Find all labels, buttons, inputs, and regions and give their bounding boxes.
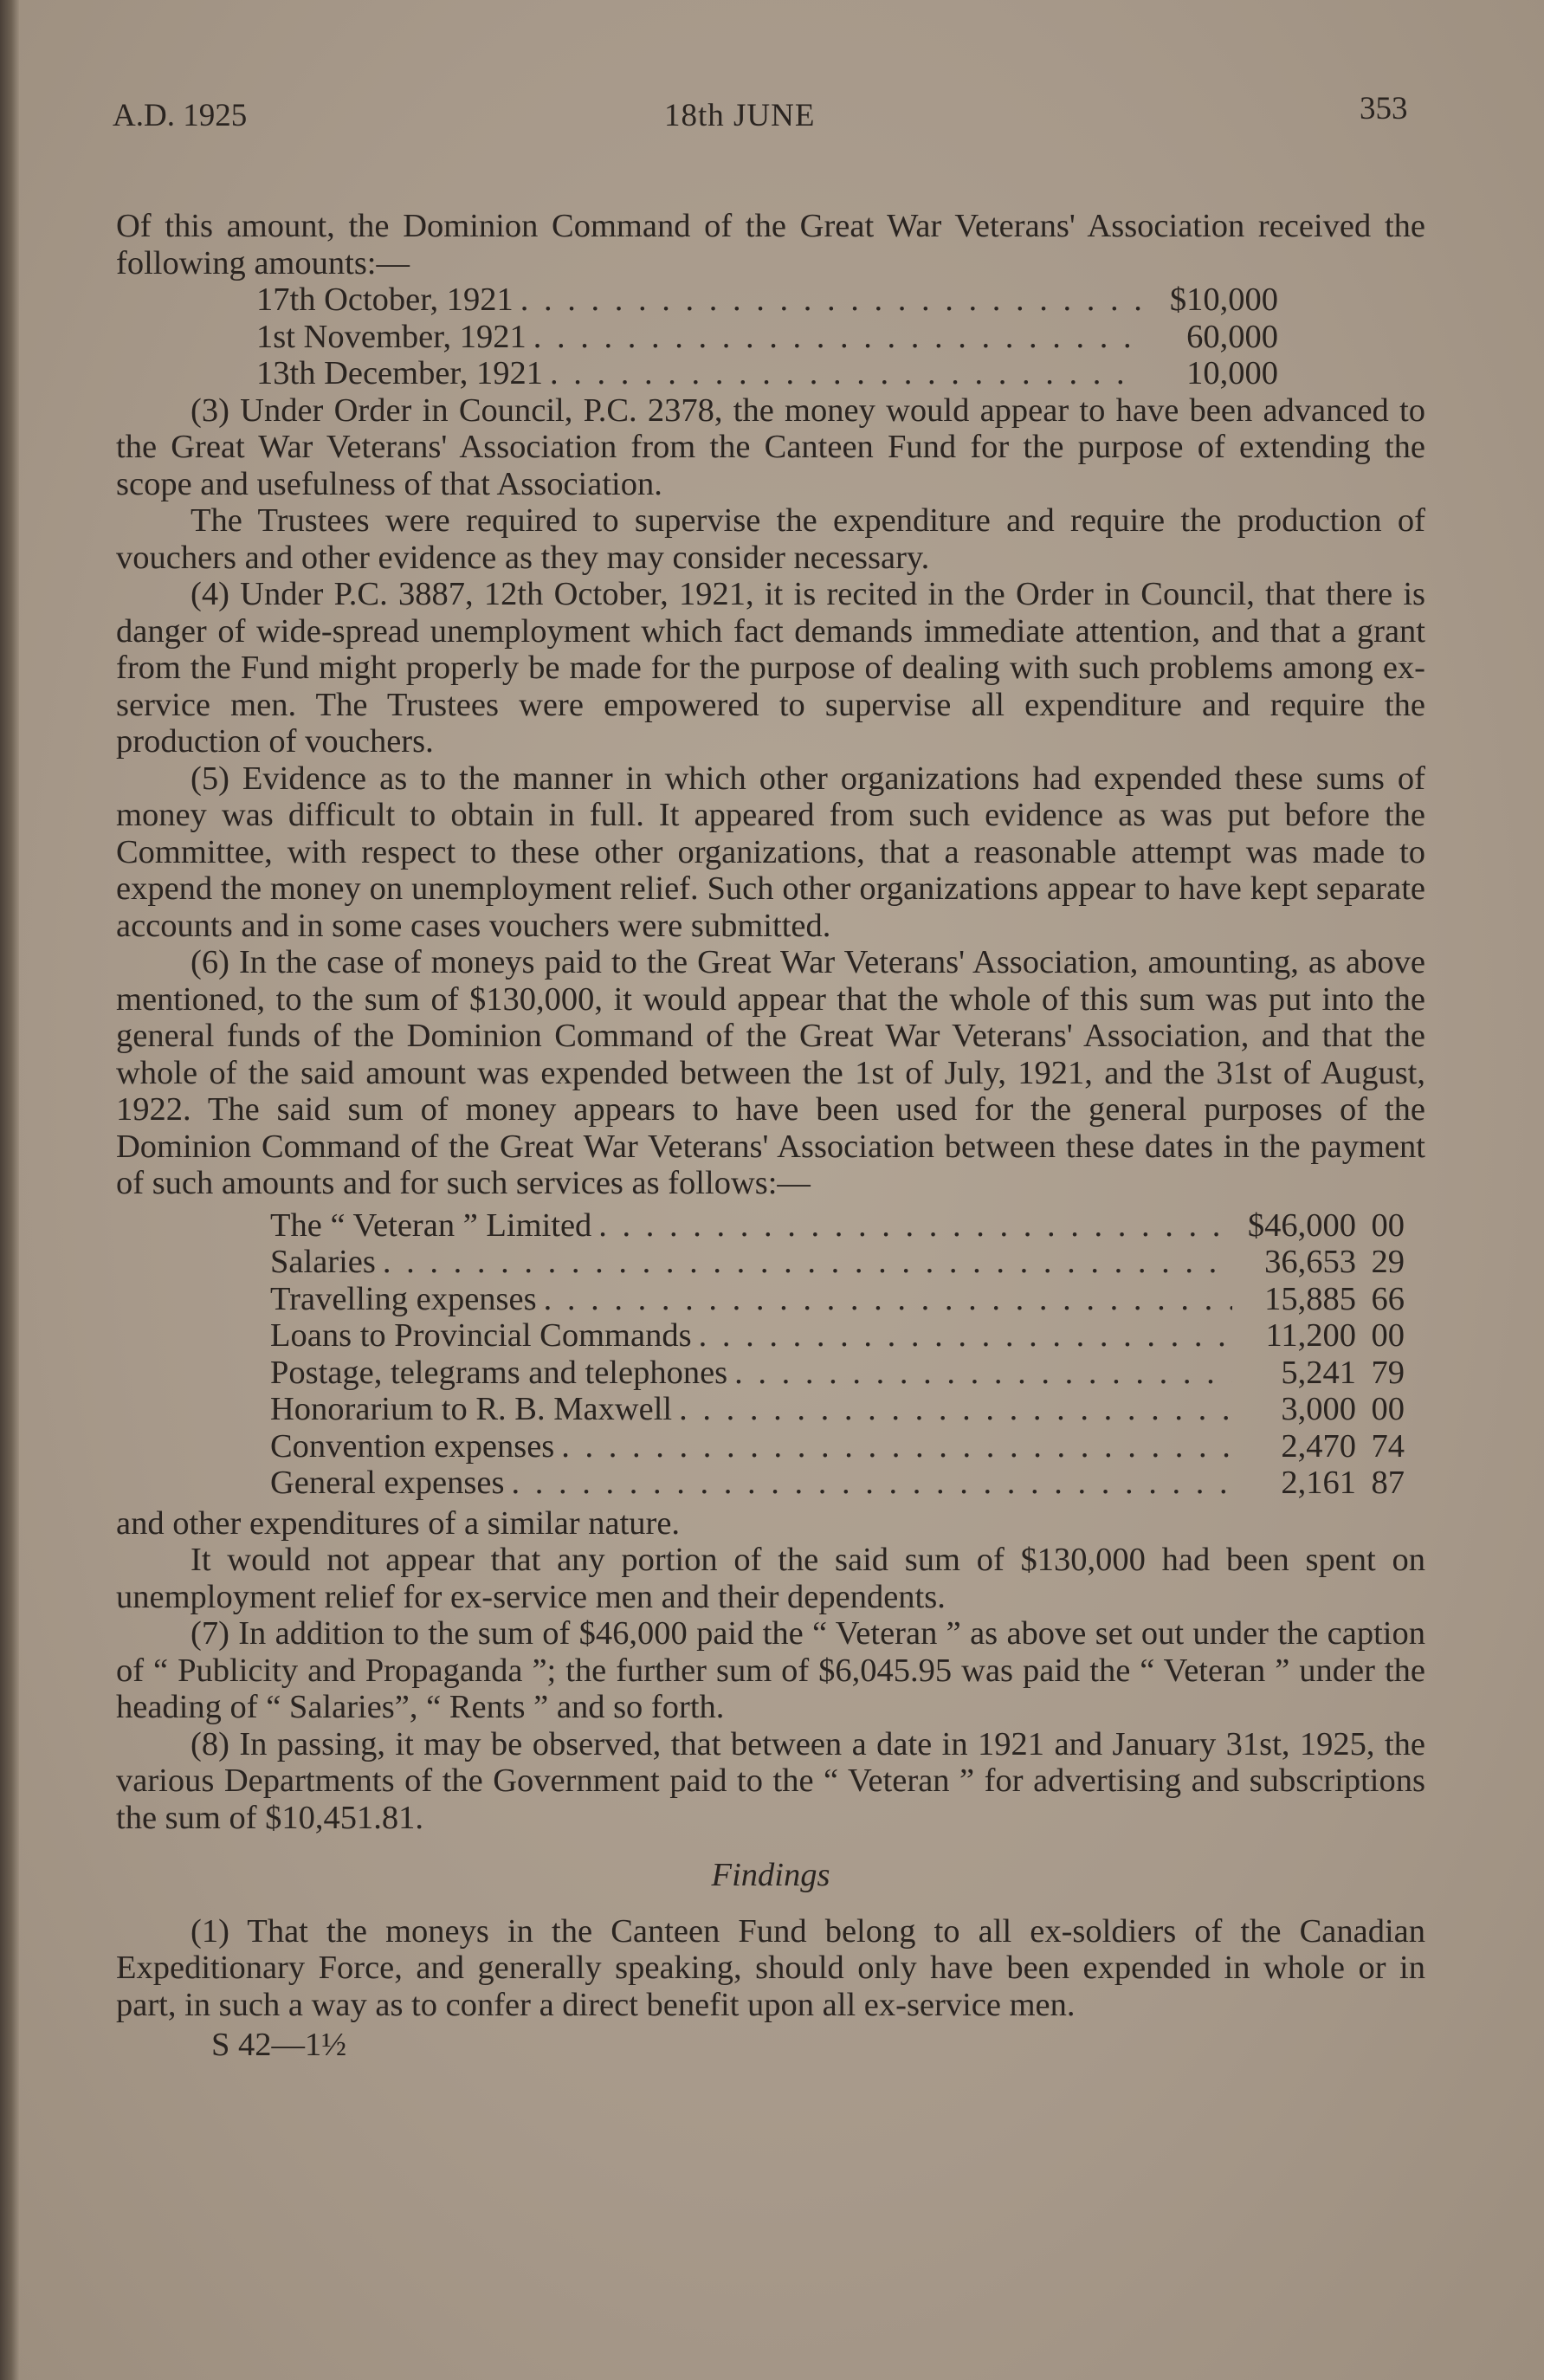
table-row <box>270 1355 1405 1392</box>
body-text <box>116 208 1425 2064</box>
paragraph: (3) Under Order in Council, P.C. 2378, the money would appear to have been advanced to the Great War Veterans' Association from the Canteen Fund for the purpose of extending the scope and usefulness of that Association. <box>116 391 1425 502</box>
row-label: 1st November, 1921 <box>256 318 527 355</box>
row-dollars: 36,653 <box>1264 1244 1356 1280</box>
findings-heading: Findings <box>711 1857 830 1893</box>
finding-paragraph: (1) That the moneys in the Canteen Fund belong to all ex-soldiers of the Canadian Expeditionary Force, and generally speaking, should only have been expended in whole or in part, in such a way as to confer a direct benefit upon all ex-service men. <box>116 1912 1425 2023</box>
table-row <box>270 1207 1405 1245</box>
table-row <box>270 1281 1405 1318</box>
row-label: Convention expenses <box>270 1427 555 1465</box>
paragraph: (5) Evidence as to the manner in which other organizations had expended these sums of money was difficult to obtain in full. It appeared from such evidence as was put before the Committee, with respect to these other organizations, that a reasonable attempt was made to expend the money on unemployment relief. Such other organizations appear to have kept separate accounts and in some cases vouchers were submitted. <box>116 760 1425 944</box>
row-label: Postage, telegrams and telephones <box>270 1354 728 1391</box>
row-label: Salaries <box>270 1244 376 1280</box>
row-amount: $10,000 <box>1169 281 1278 318</box>
table-row <box>270 1428 1405 1465</box>
paragraph: (4) Under P.C. 3887, 12th October, 1921, it is recited in the Order in Council, that there is danger of wide-spread unemployment which fact demands immediate attention, and that a grant from the Fund might properly be made for the purpose of dealing with such problems among ex-service men. The Trustees were empowered to supervise all expenditure and require the production of vouchers. <box>116 576 1425 760</box>
row-cents: 79 <box>1371 1354 1405 1391</box>
payment-dates-table <box>256 281 1278 392</box>
after-table-text: and other expenditures of a similar nature. <box>116 1504 681 1542</box>
header-year: A.D. 1925 <box>113 98 248 133</box>
paragraph: (7) In addition to the sum of $46,000 paid the “ Veteran ” as above set out under the caption of “ Publicity and Propaganda ”; the further sum of $6,045.95 was paid the “ Veteran ” under the heading of “ Salaries”, “ Rents ” and so forth. <box>116 1615 1425 1725</box>
row-label: Loans to Provincial Commands <box>270 1317 692 1354</box>
row-cents: 00 <box>1371 1391 1405 1427</box>
row-cents: 66 <box>1371 1280 1405 1317</box>
page-header <box>0 91 1544 149</box>
intro-paragraph: Of this amount, the Dominion Command of the Great War Veterans' Association received the following amounts:— <box>116 208 1425 281</box>
header-date: 18th JUNE <box>664 98 816 133</box>
row-amount: 60,000 <box>1186 318 1278 355</box>
row-label: 17th October, 1921 <box>256 281 514 318</box>
table-row <box>256 319 1278 356</box>
row-label: General expenses <box>270 1465 505 1501</box>
table-row <box>270 1391 1405 1428</box>
row-label: Honorarium to R. B. Maxwell <box>270 1391 673 1427</box>
paragraph: (6) In the case of moneys paid to the Great War Veterans' Association, amounting, as above mentioned, to the sum of $130,000, it would appear that the whole of this sum was put into the general funds of the Dominion Command of the Great War Veterans' Association, and that the whole of the said amount was expended between the 1st of July, 1921, and the 31st of August, 1922. The said sum of money appears to have been used for the general purposes of the Dominion Command of the Great War Veterans' Association between these dates in the payment of such amounts and for such services as follows:— <box>116 944 1425 1201</box>
row-label: 13th December, 1921 <box>256 355 543 391</box>
row-dollars: 2,161 <box>1281 1465 1356 1501</box>
paragraph: (8) In passing, it may be observed, that between a date in 1921 and January 31st, 1925, the various Departments of the Government paid to the “ Veteran ” for advertising and subscriptions the sum of $10,451.81. <box>116 1725 1425 1836</box>
row-label: Travelling expenses <box>270 1280 537 1317</box>
expenses-table <box>270 1207 1405 1502</box>
row-cents: 87 <box>1371 1465 1405 1501</box>
table-row <box>256 281 1278 319</box>
row-label: The “ Veteran ” Limited <box>270 1206 592 1244</box>
paragraph: The Trustees were required to supervise the expenditure and require the production of vouchers and other evidence as they may consider necessary. <box>116 502 1425 576</box>
row-cents: 29 <box>1371 1244 1405 1280</box>
row-dollars: 2,470 <box>1281 1427 1356 1465</box>
row-cents: 00 <box>1371 1317 1405 1354</box>
row-amount: 10,000 <box>1186 355 1278 391</box>
table-row <box>270 1317 1405 1355</box>
row-dollars: 5,241 <box>1281 1354 1356 1391</box>
footer-mark: S 42—1½ <box>211 2027 347 2063</box>
table-row <box>270 1465 1405 1502</box>
row-dollars: 11,200 <box>1265 1317 1356 1354</box>
row-dollars: 15,885 <box>1264 1280 1356 1317</box>
table-row <box>270 1244 1405 1281</box>
page-binding-edge <box>0 0 19 2380</box>
row-dollars: 3,000 <box>1281 1391 1356 1427</box>
row-cents: 74 <box>1371 1427 1405 1465</box>
page-number: 353 <box>1360 91 1408 126</box>
paragraph: It would not appear that any portion of the said sum of $130,000 had been spent on unemployment relief for ex-service men and their dependents. <box>116 1542 1425 1615</box>
row-dollars: $46,000 <box>1247 1206 1356 1244</box>
row-cents: 00 <box>1371 1206 1405 1244</box>
table-row <box>256 355 1278 392</box>
